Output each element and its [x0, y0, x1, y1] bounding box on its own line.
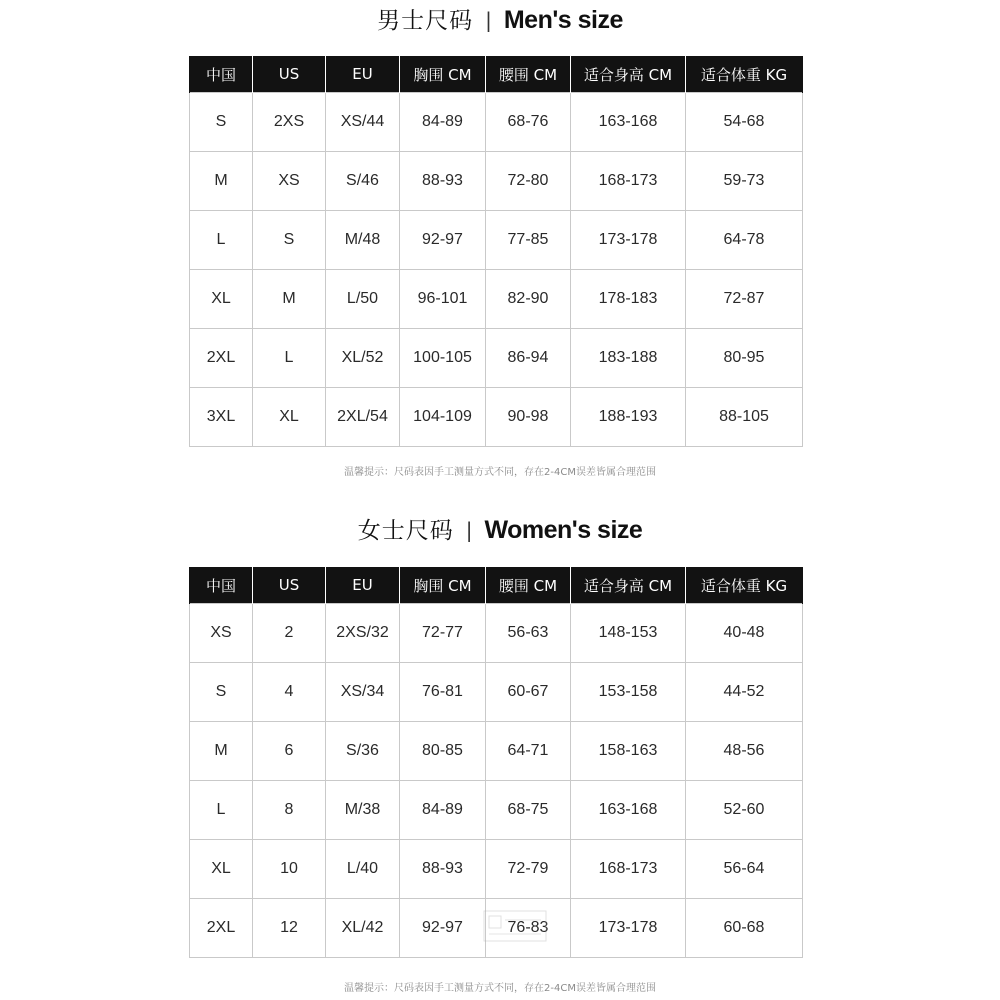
table-cell: XL/52 — [326, 329, 400, 388]
table-cell: 82-90 — [486, 270, 571, 329]
table-cell: 168-173 — [571, 840, 686, 899]
table-cell: S/36 — [326, 722, 400, 781]
column-header: 腰围 CM — [486, 56, 571, 93]
table-cell: XL — [190, 840, 253, 899]
table-row — [190, 93, 803, 152]
table-cell: M/38 — [326, 781, 400, 840]
table-cell: 2XL — [190, 329, 253, 388]
column-header: US — [253, 56, 326, 93]
table-cell: 68-75 — [486, 781, 571, 840]
column-header: EU — [326, 56, 400, 93]
table-cell: 168-173 — [571, 152, 686, 211]
table-cell: 6 — [253, 722, 326, 781]
column-header: 腰围 CM — [486, 567, 571, 604]
table-cell: 44-52 — [686, 663, 803, 722]
table-cell: 72-80 — [486, 152, 571, 211]
table-row — [190, 329, 803, 388]
table-cell: 84-89 — [400, 93, 486, 152]
women-title-cn: 女士尺码 — [357, 518, 454, 544]
table-cell: 3XL — [190, 388, 253, 447]
table-cell: 2 — [253, 604, 326, 663]
table-cell: XL — [253, 388, 326, 447]
table-cell: S — [190, 93, 253, 152]
women-size-note: 温馨提示：尺码表因手工测量方式不同，存在2-4CM误差皆属合理范围 — [344, 983, 656, 994]
table-cell: 72-87 — [686, 270, 803, 329]
table-cell: 2XL/54 — [326, 388, 400, 447]
table-cell: 92-97 — [400, 211, 486, 270]
column-header: 适合身高 CM — [571, 567, 686, 604]
table-cell: 8 — [253, 781, 326, 840]
column-header: EU — [326, 567, 400, 604]
title-separator: | — [465, 518, 473, 542]
table-cell: 72-79 — [486, 840, 571, 899]
table-cell: 60-68 — [686, 899, 803, 958]
table-cell: 10 — [253, 840, 326, 899]
table-cell: S/46 — [326, 152, 400, 211]
table-row — [190, 781, 803, 840]
table-cell: L — [253, 329, 326, 388]
table-cell: 52-60 — [686, 781, 803, 840]
table-cell: XS — [190, 604, 253, 663]
table-cell: 2XS/32 — [326, 604, 400, 663]
table-cell: 40-48 — [686, 604, 803, 663]
column-header: 胸围 CM — [400, 56, 486, 93]
table-cell: L/50 — [326, 270, 400, 329]
women-title-en: Women's size — [484, 516, 643, 544]
table-cell: 178-183 — [571, 270, 686, 329]
column-header: 中国 — [190, 56, 253, 93]
table-cell: 173-178 — [571, 899, 686, 958]
column-header: US — [253, 567, 326, 604]
table-cell: M — [190, 152, 253, 211]
table-cell: 92-97 — [400, 899, 486, 958]
table-cell: 90-98 — [486, 388, 571, 447]
table-cell: 77-85 — [486, 211, 571, 270]
table-cell: 173-178 — [571, 211, 686, 270]
table-cell: 64-71 — [486, 722, 571, 781]
table-row — [190, 211, 803, 270]
table-cell: 88-105 — [686, 388, 803, 447]
column-header: 适合身高 CM — [571, 56, 686, 93]
table-cell: 68-76 — [486, 93, 571, 152]
table-row — [190, 270, 803, 329]
men-size-title — [0, 5, 1000, 36]
table-cell: 4 — [253, 663, 326, 722]
watermark-icon — [483, 910, 547, 942]
table-cell: M — [190, 722, 253, 781]
table-cell: 188-193 — [571, 388, 686, 447]
table-header-row — [190, 56, 803, 93]
table-cell: 183-188 — [571, 329, 686, 388]
men-size-note: 温馨提示：尺码表因手工测量方式不同，存在2-4CM误差皆属合理范围 — [344, 467, 656, 478]
table-cell: 54-68 — [686, 93, 803, 152]
table-cell: 76-81 — [400, 663, 486, 722]
table-cell: 96-101 — [400, 270, 486, 329]
table-cell: 86-94 — [486, 329, 571, 388]
table-cell: M/48 — [326, 211, 400, 270]
table-cell: 56-64 — [686, 840, 803, 899]
women-size-title — [0, 515, 1000, 546]
table-cell: 88-93 — [400, 152, 486, 211]
table-cell: 72-77 — [400, 604, 486, 663]
table-cell: 2XL — [190, 899, 253, 958]
women-size-table — [189, 567, 803, 958]
table-cell: XL/42 — [326, 899, 400, 958]
table-cell: S — [253, 211, 326, 270]
column-header: 胸围 CM — [400, 567, 486, 604]
table-cell: 163-168 — [571, 93, 686, 152]
table-cell: XL — [190, 270, 253, 329]
table-row — [190, 604, 803, 663]
table-row — [190, 388, 803, 447]
watermark-logo — [483, 910, 547, 942]
table-cell: 60-67 — [486, 663, 571, 722]
table-cell: 56-63 — [486, 604, 571, 663]
table-cell: 158-163 — [571, 722, 686, 781]
table-cell: 84-89 — [400, 781, 486, 840]
column-header: 适合体重 KG — [686, 56, 803, 93]
table-cell: L/40 — [326, 840, 400, 899]
table-cell: 163-168 — [571, 781, 686, 840]
table-cell: 12 — [253, 899, 326, 958]
column-header: 适合体重 KG — [686, 567, 803, 604]
table-cell: S — [190, 663, 253, 722]
men-title-cn: 男士尺码 — [377, 8, 474, 34]
table-cell: 153-158 — [571, 663, 686, 722]
table-cell: XS — [253, 152, 326, 211]
table-row — [190, 152, 803, 211]
table-cell: L — [190, 781, 253, 840]
table-cell: XS/44 — [326, 93, 400, 152]
table-cell: 148-153 — [571, 604, 686, 663]
column-header: 中国 — [190, 567, 253, 604]
table-cell: 104-109 — [400, 388, 486, 447]
men-title-en: Men's size — [503, 6, 623, 34]
table-row — [190, 663, 803, 722]
table-cell: 64-78 — [686, 211, 803, 270]
table-cell: 59-73 — [686, 152, 803, 211]
title-separator: | — [485, 8, 492, 32]
table-row — [190, 722, 803, 781]
table-cell: 88-93 — [400, 840, 486, 899]
table-row — [190, 840, 803, 899]
table-cell: 80-95 — [686, 329, 803, 388]
table-cell: L — [190, 211, 253, 270]
table-cell: M — [253, 270, 326, 329]
table-cell: 2XS — [253, 93, 326, 152]
table-cell: 80-85 — [400, 722, 486, 781]
table-header-row — [190, 567, 803, 604]
table-cell: XS/34 — [326, 663, 400, 722]
table-cell: 48-56 — [686, 722, 803, 781]
table-cell: 100-105 — [400, 329, 486, 388]
men-size-table — [189, 56, 803, 447]
table-cell: 76-83 — [486, 899, 571, 958]
